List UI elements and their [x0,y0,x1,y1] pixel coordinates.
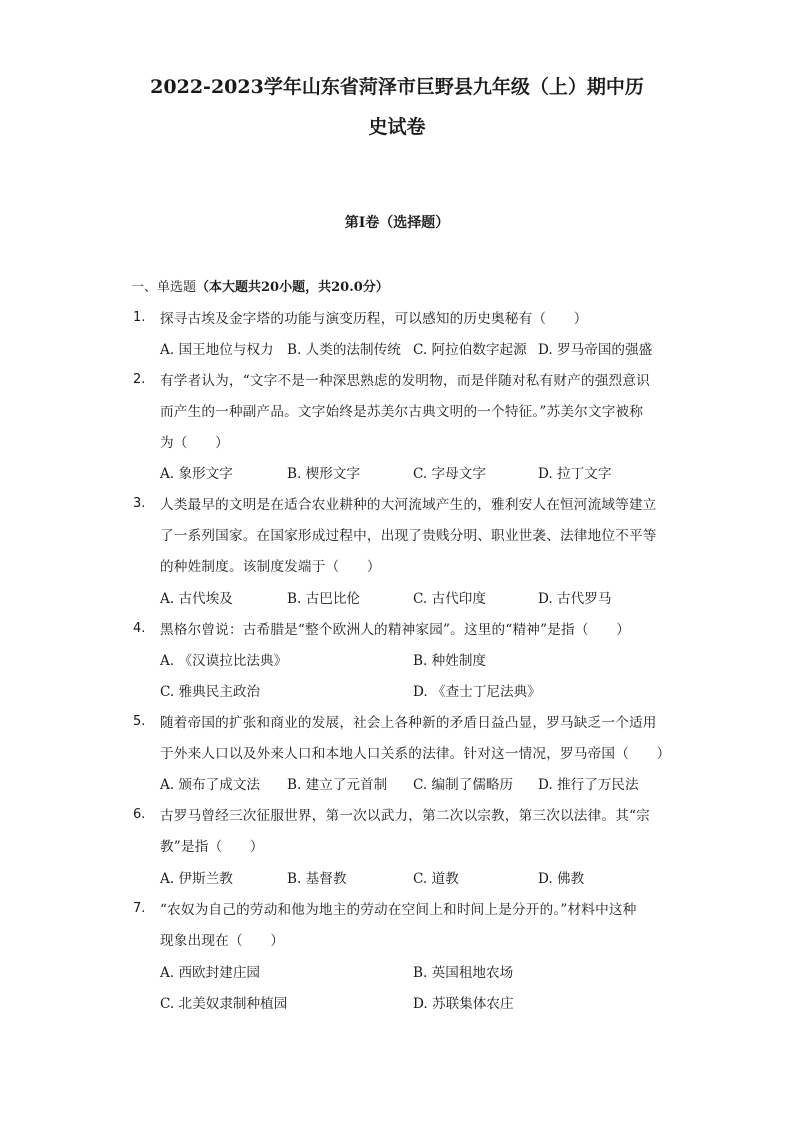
option-c: C. 字母文字 [413,466,486,482]
question-text-line: 的种姓制度。该制度发端于（ ） [160,559,381,575]
question-text-line: 随着帝国的扩张和商业的发展，社会上各种新的矛盾日益凸显，罗马缺乏一个适用 [160,715,657,731]
option-b: B. 英国租地农场 [413,965,514,981]
part-heading [131,276,389,295]
option-c: C. 北美奴隶制种植园 [160,996,288,1012]
exam-title-line-2: 史试卷 [368,116,426,138]
question-text-line: 探寻古埃及金字塔的功能与演变历程，可以感知的历史奥秘有（ ） [160,311,588,327]
option-c: C. 古代印度 [413,591,486,607]
question-text-line: 有学者认为，“文字不是一种深思熟虑的发明物，而是伴随对私有财产的强烈意识 [160,373,650,389]
option-b: B. 楔形文字 [287,466,361,482]
option-a: A. 西欧封建庄园 [160,965,261,981]
option-d: D. 佛教 [538,871,585,887]
option-c: C. 道教 [413,871,459,887]
exam-title-line-1: 2022-2023学年山东省菏泽市巨野县九年级（上）期中历 [150,76,644,98]
question-text-line: 黑格尔曾说：古希腊是“整个欧洲人的精神家园”。这里的“精神”是指（ ） [160,622,630,638]
question-text-line: 于外来人口以及外来人口和本地人口关系的法律。针对这一情况，罗马帝国（ ） [160,746,671,762]
option-b: B. 古巴比伦 [287,591,361,607]
option-b: B. 种姓制度 [413,653,487,669]
option-a: A. 古代埃及 [160,591,233,607]
option-a: A. 伊斯兰教 [160,871,233,887]
question-text-line: “农奴为自己的劳动和他为地主的劳动在空间上和时间上是分开的。”材料中这种 [160,902,637,918]
question-text-line: 教”是指（ ） [160,839,264,855]
option-b: B. 基督教 [287,871,347,887]
option-a: A. 颁布了成文法 [160,777,261,793]
question-number: 2. [133,372,146,387]
question-text-line: 现象出现在（ ） [160,933,285,949]
option-b: B. 建立了元首制 [287,777,388,793]
question-number: 6. [133,807,146,822]
question-number: 7. [133,901,146,916]
option-a: A. 国王地位与权力 [160,342,274,358]
question-number: 1. [133,310,146,325]
option-d: D. 推行了万民法 [538,777,639,793]
question-number: 4. [133,621,146,636]
question-text-line: 古罗马曾经三次征服世界，第一次以武力，第二次以宗教，第三次以法律。其“宗 [160,808,650,824]
option-d: D. 古代罗马 [538,591,612,607]
question-number: 5. [133,714,146,729]
option-a: A. 象形文字 [160,466,233,482]
part-label: 一、单选题 [131,280,197,295]
option-c: C. 雅典民主政治 [160,684,261,700]
section-title: 第I卷（选择题） [344,215,450,231]
option-d: D. 罗马帝国的强盛 [538,342,653,358]
option-a: A. 《汉谟拉比法典》 [160,653,288,669]
question-text-line: 了一系列国家。在国家形成过程中，出现了贵贱分明、职业世袭、法律地位不平等 [160,528,657,544]
part-detail: （本大题共20小题，共20.0分） [196,280,389,295]
question-number: 3. [133,496,146,511]
option-b: B. 人类的法制传统 [287,342,401,358]
option-d: D. 拉丁文字 [538,466,612,482]
question-text-line: 而产生的一种副产品。文字始终是苏美尔古典文明的一个特征。”苏美尔文字被称 [160,404,644,420]
option-d: D. 苏联集体农庄 [413,996,514,1012]
option-c: C. 编制了儒略历 [413,777,514,793]
question-text-line: 人类最早的文明是在适合农业耕种的大河流域产生的，雅利安人在恒河流域等建立 [160,497,657,513]
option-c: C. 阿拉伯数字起源 [413,342,527,358]
option-d: D. 《查士丁尼法典》 [413,684,541,700]
question-text-line: 为（ ） [160,435,229,451]
